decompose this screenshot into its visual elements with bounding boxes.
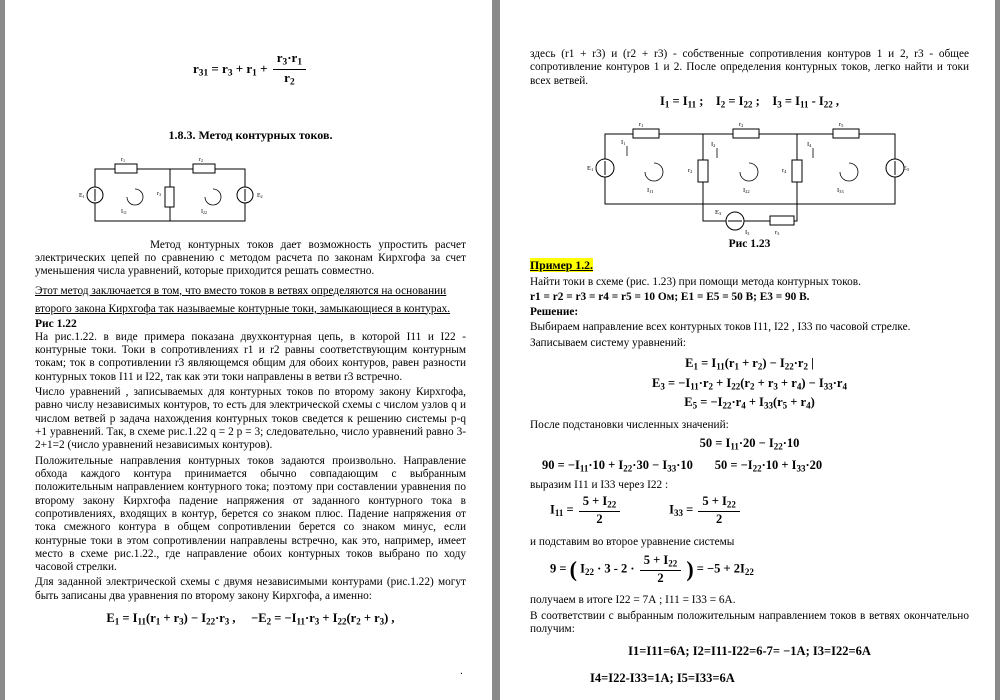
- label-r3: r3: [774, 228, 779, 236]
- result-label: получаем в итоге I22 = 7А ; I11 = I33 = 6А.: [530, 594, 736, 607]
- paragraph-5: Положительные направления контурных токов задаются произвольно. Направление обхода каждого контура принимается обычно совпадающим с выбранным положительным направлением контурного тока; поэтому при составлении уравнения по второму закону Кирхгофа падение напряжения от заданного контурного тока в сопротивлениях, входящих в контур, берется со знаком плюс. Падение напряжения от тока смежного контура в общем сопротивлении берется со знаком минус, если контурные токи в этом сопротивлении направлены встречно, как это, например, имеет место в схеме рис.1.22., где направление обоих контурных токов выбрано по ходу часовой стрелки.: [35, 454, 466, 574]
- solution-label: Решение:: [530, 306, 579, 319]
- example-label: Пример 1.2.: [530, 257, 594, 272]
- express-label: выразим I11 и I33 через I22 :: [530, 479, 669, 492]
- paragraph-3: На рис.1.22. в виде примера показана двухконтурная цепь, в которой I11 и I22 - контурные токи. Токи в сопротивлениях r1 и r2 равны соответствующим контурным токам; ток в сопротивлении r3 являющемся общим для обоих контуров, равен разности контурных токов I11 и I22, так как эти токи направлены в ветви r3 встречно.: [35, 330, 466, 383]
- express-formulas: $I_{11}$ = $\frac{5 + I_{22}}{2}$ $I_{33}$ = $\frac{5 + I_{22}}{2}$: [530, 494, 969, 527]
- given-values: r1 = r2 = r3 = r4 = r5 = 10 Ом; E1 = E5 = 50 B; E3 = 90 B.: [530, 290, 810, 303]
- label-I22: I22: [742, 186, 750, 194]
- paragraph-1-text: Метод контурных токов дает возможность упростить расчет электрических цепей по сравнению с методом расчета по законам Кирхгофа за счет уменьшения числа уравнений, которые приходится решать совместно.: [35, 238, 466, 278]
- subst-line-2: $90 = -I_{11}\cdot 10 + I_{22}\cdot 30 - I_{33}\cdot 10$ $50 = -I_{22}\cdot 10 + I_{33}\cdot 20$: [542, 457, 823, 474]
- after-substitution-label: После подстановки численных значений:: [530, 418, 729, 431]
- paragraph-6: Для заданной электрической схемы с двумя независимыми контурами (рис.1.22) могут быть записаны два уравнения по второму закону Кирхгофа, а именно:: [35, 576, 466, 602]
- system-eq-2: $E_3 = -I_{11}\cdot r_2 + I_{22}(r_2 + r_3 + r_4) - I_{33}\cdot r_4$: [652, 375, 847, 392]
- label-r3: r3: [157, 190, 161, 197]
- system-eq-1: $E_1 = I_{11}(r_1 + r_2) - I_{22}\cdot r_2$ |: [685, 356, 814, 372]
- label-r2: r2: [199, 156, 203, 163]
- top-formula: $r_{31} = r_3 + r_1$ + $\frac{r_3\cdot r_1}{r_2}$: [35, 50, 466, 90]
- solution-line-1: Выбираем направление всех контурных токов I11, I22 , I33 по часовой стрелке.: [530, 321, 911, 334]
- page-gutter: [492, 0, 500, 700]
- paragraph-1: [35, 239, 466, 279]
- figure-1-22: [75, 151, 466, 231]
- label-I33: I33: [836, 186, 844, 194]
- label-I11: I11: [646, 186, 654, 194]
- right-page: [500, 0, 995, 700]
- subst-line-1: $50 = I_{11}\cdot 20 - I_{22}\cdot 10$: [699, 436, 800, 452]
- label-I2: I2: [710, 140, 715, 148]
- left-page: [5, 0, 492, 700]
- solution-line-2: Записываем систему уравнений:: [530, 336, 687, 349]
- label-E2: E2: [257, 192, 263, 199]
- label-r2v: r2: [687, 166, 692, 174]
- intro-paragraph: здесь (r1 + r3) и (r2 + r3) - собственные сопротивления контуров 1 и 2, r3 - общее сопротивление контуров 1 и 2. После определения контурных токов, легко найти и токи всех ветвей.: [530, 48, 969, 87]
- figure-caption-1-23: Рис 1.23: [728, 237, 771, 250]
- section-heading: 1.8.3. Метод контурных токов.: [168, 127, 333, 142]
- label-I3: I3: [744, 228, 749, 236]
- label-E1: E1: [79, 192, 85, 199]
- substitute-formula: 9 = ( $I_{22} \cdot 3 - 2$ · $\frac{5 + I_{22}}{2}$ ) = $-5 + 2I_{22}$: [550, 553, 754, 585]
- branch-currents-formula: $I_1 = I_{11}$ ; $I_2 = I_{22}$ ; $I_3 = I_{11} - I_{22}$ ,: [660, 93, 839, 110]
- final-line-1: I1=I11=6A; I2=I11-I22=6-7= −1A; I3=I22=6A: [628, 644, 871, 659]
- label-E1: E1: [586, 164, 593, 172]
- final-line-2: I4=I22-I33=1A; I5=I33=6A: [590, 671, 735, 686]
- page-mark: .: [460, 665, 463, 677]
- label-r4: r4: [781, 166, 786, 174]
- label-r5: r5: [838, 120, 843, 128]
- label-r1: r1: [121, 156, 125, 163]
- paragraph-2: Этот метод заключается в том, что вместо токов в ветвях определяются на основании второго закона Кирхгофа так называемые контурные токи, замыкающиеся в контурах.: [35, 284, 451, 315]
- figure-caption-1-22: Рис 1.22: [35, 317, 77, 330]
- paragraph-4: Число уравнений , записываемых для контурных токов по второму закону Кирхгофа, равно числу независимых контуров, то есть для электрической схемы с числом узлов q и числом ветвей p задача нахождения контурных токов сведется к решению системы p-q +1 уравнений. Так, в схеме рис.1.22 q = 2 p = 3; следовательно, число уравнений равно 3-2+1=2 (число уравнений независимых контуров).: [35, 385, 466, 452]
- label-r1: r1: [638, 120, 643, 128]
- substitute-label: и подставим во второе уравнение системы: [530, 535, 735, 548]
- label-I1: I1: [620, 138, 625, 146]
- bottom-formula: $E_1 = I_{11}(r_1 + r_3) - I_{22}\cdot r_3$ , $-E_2 = -I_{11}\cdot r_3 + I_{22}(r_2 + r_3)$ ,: [106, 611, 395, 627]
- label-E5: E5: [902, 164, 909, 172]
- label-I11: I11: [121, 208, 127, 215]
- label-r2: r2: [738, 120, 743, 128]
- figure-1-23: [585, 116, 915, 236]
- task-text: Найти токи в схеме (рис. 1.23) при помощи метода контурных токов.: [530, 275, 861, 288]
- label-I4: I4: [806, 140, 811, 148]
- label-E3: E3: [714, 208, 721, 216]
- system-eq-3: $E_5 = -I_{22}\cdot r_4 + I_{33}(r_5 + r_4)$: [684, 395, 815, 411]
- accord-label: В соответствии с выбранным положительным направлением токов в ветвях окончательно получим:: [530, 609, 969, 636]
- label-I22: I22: [201, 208, 207, 215]
